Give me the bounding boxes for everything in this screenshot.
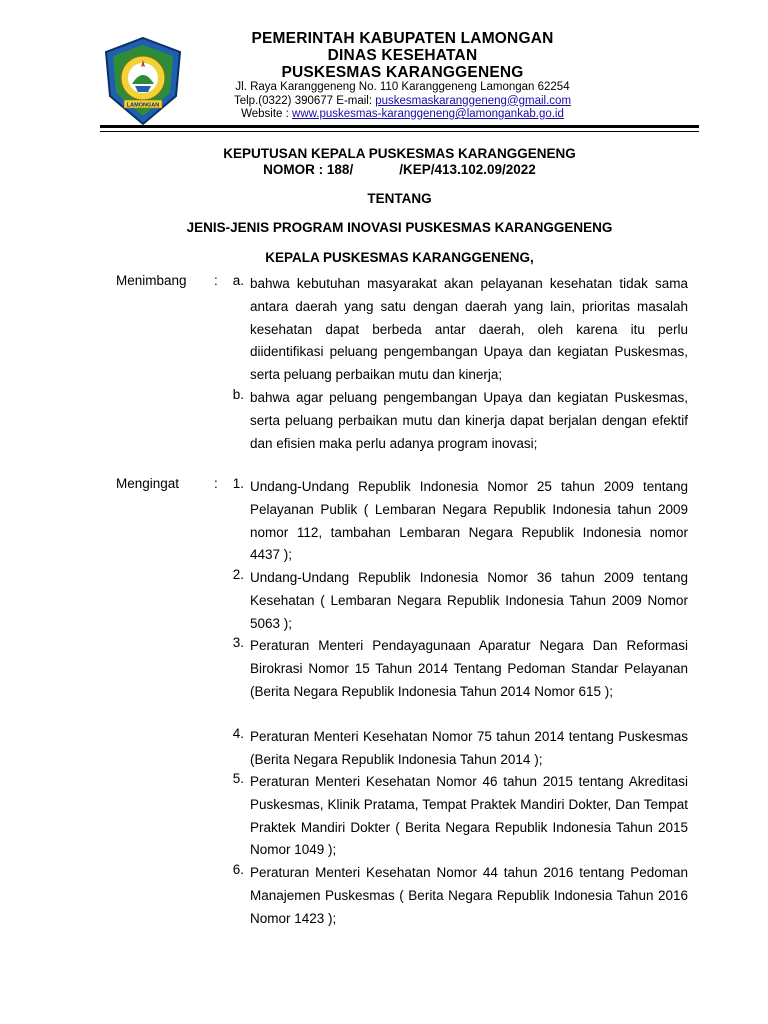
- item-text: Peraturan Menteri Kesehatan Nomor 44 tahun 2016 tentang Pedoman Manajemen Puskesmas ( Berita Negara Republik Indonesia Tahun 2016 Nomor 1423 );: [250, 865, 688, 926]
- mengingat-colon: :: [214, 476, 218, 491]
- official-title: KEPALA PUSKESMAS KARANGGENENG,: [265, 250, 534, 265]
- website-link[interactable]: www.puskesmas-karanggeneng@lamongankab.go.id: [292, 108, 564, 120]
- letterhead-website-line: [190, 108, 615, 122]
- item-text: bahwa agar peluang pengembangan Upaya dan kegiatan Puskesmas, serta peluang perbaikan mutu dan kinerja dapat berjalan dengan efektif dan efisien maka perlu adanya program inovasi;: [250, 390, 688, 451]
- item-text: Undang-Undang Republik Indonesia Nomor 25 tahun 2009 tentang Pelayanan Publik ( Lembaran Negara Republik Indonesia tahun 2009 nomor 112, tambahan Lembaran Negara Republik Indonesia nomor 4437 );: [250, 479, 688, 563]
- letterhead-institution: PUSKESMAS KARANGGENENG: [281, 64, 524, 81]
- svg-text:LAMONGAN: LAMONGAN: [126, 102, 160, 109]
- item-number: 5.: [232, 771, 244, 786]
- item-number: 2.: [232, 567, 244, 582]
- item-number: 4.: [232, 726, 244, 741]
- item-text: Peraturan Menteri Pendayagunaan Aparatur Negara Dan Reformasi Birokrasi Nomor 15 Tahun 2014 Tentang Pedoman Standar Pelayanan (Berita Negara Republik Indonesia Tahun 2014 Nomor 615 );: [250, 638, 688, 699]
- letterhead: [190, 30, 615, 122]
- lamongan-regency-emblem-icon: [102, 36, 184, 126]
- menimbang-colon: :: [214, 273, 218, 288]
- letterhead-government: PEMERINTAH KABUPATEN LAMONGAN: [251, 30, 554, 47]
- letterhead-department: DINAS KESEHATAN: [327, 47, 478, 64]
- letterhead-thin-rule: [100, 131, 699, 132]
- item-text: Peraturan Menteri Kesehatan Nomor 75 tahun 2014 tentang Puskesmas (Berita Negara Republik Indonesia Tahun 2014 );: [250, 729, 688, 767]
- item-text: Peraturan Menteri Kesehatan Nomor 46 tahun 2015 tentang Akreditasi Puskesmas, Klinik Pratama, Tempat Praktek Mandiri Dokter, Dan Tempat Praktek Mandiri Dokter ( Berita Negara Republik Indonesia Tahun 2015 Nomor 1049 );: [250, 774, 688, 858]
- letterhead-contact: [190, 95, 615, 109]
- item-text: Undang-Undang Republik Indonesia Nomor 36 tahun 2009 tentang Kesehatan ( Lembaran Negara Republik Indonesia Tahun 2009 Nomor 5063 );: [250, 570, 688, 631]
- website-label: Website :: [241, 108, 293, 120]
- decree-subject: JENIS-JENIS PROGRAM INOVASI PUSKESMAS KARANGGENENG: [186, 220, 613, 235]
- letterhead-address: Jl. Raya Karanggeneng No. 110 Karanggeneng Lamongan 62254: [235, 81, 570, 93]
- menimbang-label: Menimbang: [116, 273, 187, 288]
- tentang-heading: TENTANG: [367, 191, 432, 206]
- item-number: a.: [232, 273, 244, 288]
- decree-number: [100, 162, 699, 178]
- item-number: 6.: [232, 862, 244, 877]
- email-link[interactable]: puskesmaskaranggeneng@gmail.com: [375, 94, 572, 107]
- decree-title: KEPUTUSAN KEPALA PUSKESMAS KARANGGENENG: [223, 146, 576, 161]
- item-text: bahwa kebutuhan masyarakat akan pelayanan kesehatan tidak sama antara daerah yang satu dengan daerah yang lain, prioritas masalah kesehatan dapat berbeda antar daerah, oleh karena itu perlu diidentifikasi peluang pengembangan Upaya dan kegiatan Puskesmas, serta peluang perbaikan mutu dan kinerja;: [250, 276, 688, 383]
- letterhead-thick-rule: [100, 125, 699, 128]
- item-number: b.: [232, 387, 244, 402]
- item-number: 3.: [232, 635, 244, 650]
- item-number: 1.: [232, 476, 244, 491]
- letterhead-phone: Telp.(0322) 390677 E-mail:: [233, 94, 376, 107]
- mengingat-label: Mengingat: [116, 476, 180, 491]
- decree-number-prefix: NOMOR : 188/: [263, 162, 354, 177]
- decree-number-suffix: /KEP/413.102.09/2022: [399, 162, 536, 177]
